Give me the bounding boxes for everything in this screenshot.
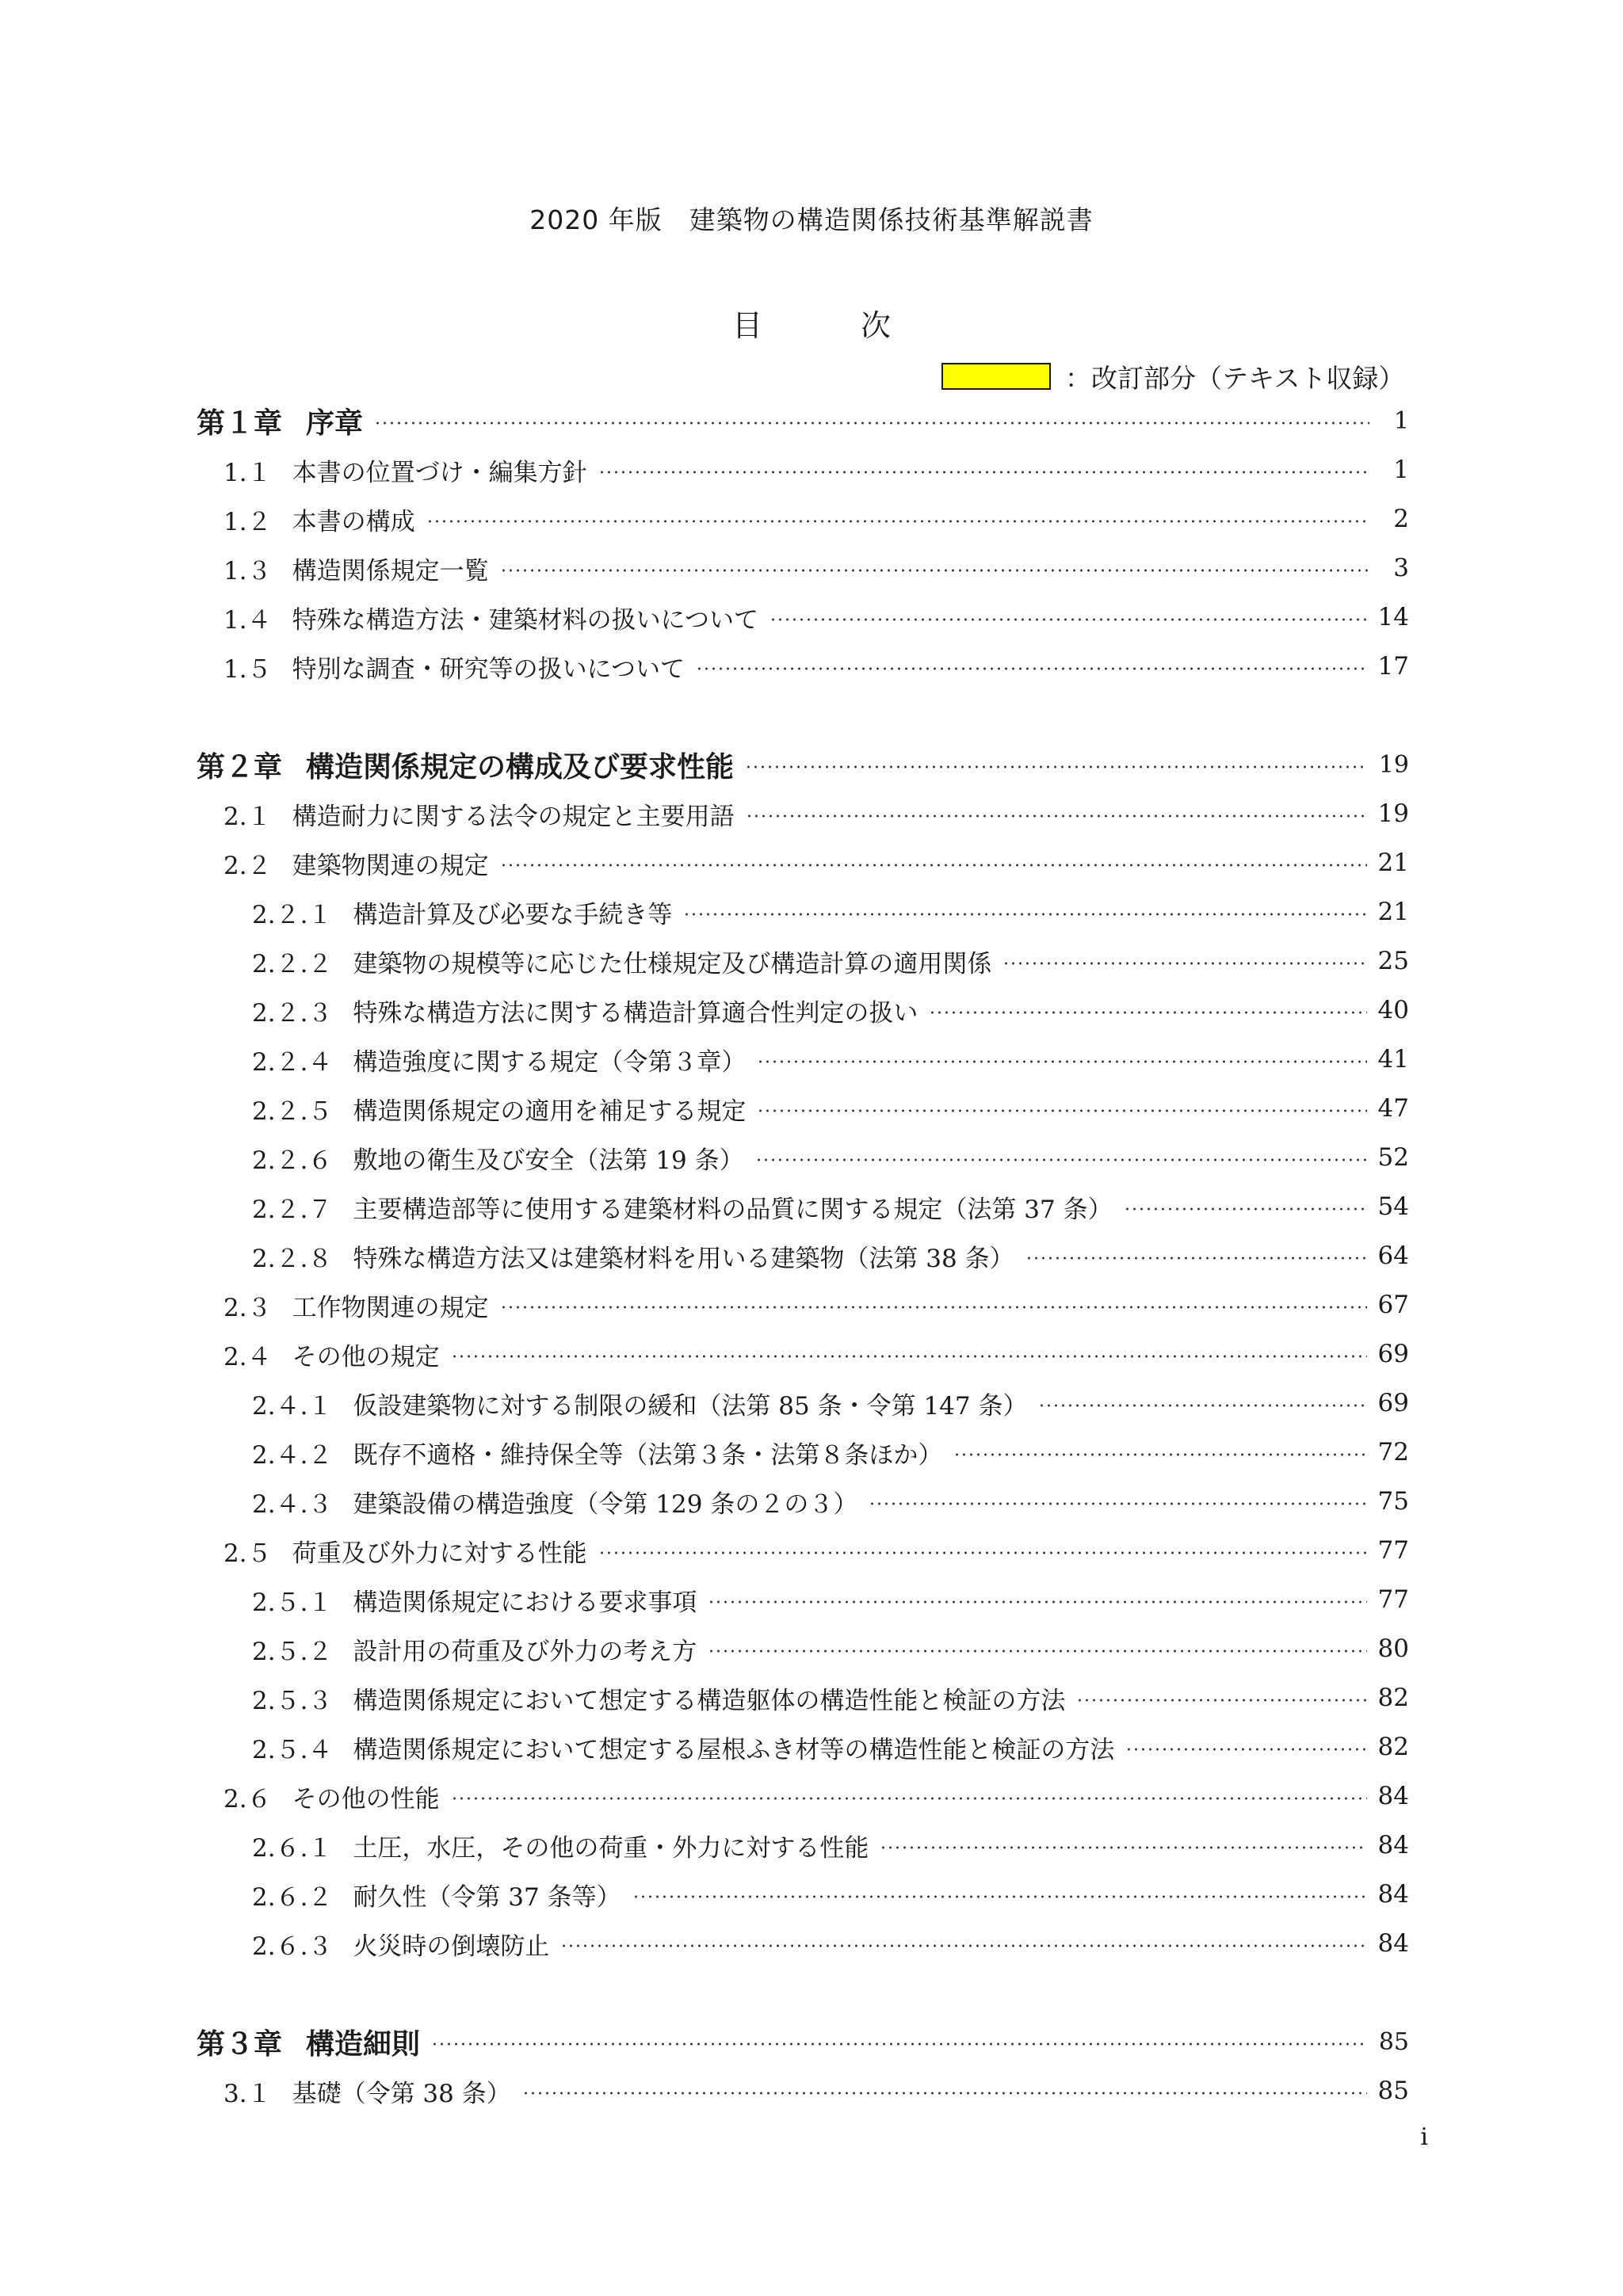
entry-page: 40 — [1377, 996, 1409, 1024]
entry-number: 2.２.２ — [252, 949, 333, 978]
legend-label: ：改訂部分（テキスト収録） — [1065, 362, 1405, 394]
entry-title: 序章 — [306, 406, 364, 440]
entry-page: 19 — [1377, 799, 1409, 828]
entry-page: 41 — [1377, 1045, 1409, 1074]
toc-subsection-row[interactable] — [197, 1673, 1409, 1722]
chapter-spacer — [197, 1968, 1409, 2017]
dot-leader — [1124, 1207, 1367, 1211]
entry-number: 2.６.１ — [252, 1833, 333, 1863]
entry-number: 2.５ — [223, 1539, 272, 1568]
dot-leader — [1076, 1699, 1366, 1702]
dot-leader — [696, 667, 1367, 670]
chapter-spacer — [197, 691, 1409, 740]
entry-title: 敷地の衛生及び安全（法第 19 条） — [353, 1146, 744, 1175]
dot-leader — [746, 814, 1367, 818]
entry-title: 工作物関連の規定 — [292, 1293, 489, 1322]
entry-page: 84 — [1377, 1929, 1409, 1958]
dot-leader — [632, 1895, 1367, 1898]
entry-number: 第３章 — [197, 2027, 283, 2061]
toc-subsection-row[interactable] — [197, 1428, 1409, 1477]
dot-leader — [757, 1109, 1366, 1112]
toc-subsection-row[interactable] — [197, 936, 1409, 986]
entry-page: 84 — [1377, 1831, 1409, 1859]
dot-leader — [426, 520, 1369, 523]
entry-page: 3 — [1393, 554, 1409, 582]
toc-section-row[interactable] — [197, 1329, 1409, 1379]
entry-page: 75 — [1377, 1487, 1409, 1516]
dot-leader — [374, 421, 1369, 425]
entry-title: 荷重及び外力に対する性能 — [292, 1539, 587, 1568]
dot-leader — [431, 2042, 1368, 2046]
dot-leader — [500, 1306, 1367, 1309]
toc-section-row[interactable] — [197, 1280, 1409, 1329]
entry-number: 2.１ — [223, 802, 272, 831]
entry-title: 主要構造部等に使用する建築材料の品質に関する規定（法第 37 条） — [353, 1195, 1113, 1224]
entry-number: 2.２.６ — [252, 1146, 333, 1175]
toc-subsection-row[interactable] — [197, 1919, 1409, 1968]
entry-title: 建築物関連の規定 — [292, 851, 489, 880]
entry-number: 2.２.８ — [252, 1244, 333, 1273]
entry-title: 構造関係規定の適用を補足する規定 — [353, 1097, 747, 1126]
toc-subsection-row[interactable] — [197, 1379, 1409, 1428]
entry-page: 80 — [1377, 1634, 1409, 1663]
entry-number: 2.２.４ — [252, 1047, 333, 1077]
entry-page: 69 — [1377, 1389, 1409, 1417]
dot-leader — [500, 864, 1367, 867]
dot-leader — [598, 471, 1369, 474]
dot-leader — [683, 913, 1366, 916]
entry-number: 2.４.３ — [252, 1489, 333, 1519]
toc-subsection-row[interactable] — [197, 1624, 1409, 1673]
dot-leader — [769, 618, 1367, 621]
toc-subsection-row[interactable] — [197, 887, 1409, 936]
dot-leader — [708, 1600, 1366, 1604]
entry-page: 72 — [1377, 1438, 1409, 1466]
entry-page: 47 — [1377, 1094, 1409, 1123]
entry-number: 2.２.５ — [252, 1097, 333, 1126]
toc-section-row[interactable] — [197, 543, 1409, 593]
toc-subsection-row[interactable] — [197, 1231, 1409, 1280]
entry-title: 基礎（令第 38 条） — [292, 2079, 511, 2108]
entry-title: 設計用の荷重及び外力の考え方 — [353, 1637, 697, 1666]
toc-subsection-row[interactable] — [197, 1870, 1409, 1919]
entry-number: 2.６.３ — [252, 1932, 333, 1961]
toc-subsection-row[interactable] — [197, 1182, 1409, 1231]
toc-subsection-row[interactable] — [197, 1477, 1409, 1526]
dot-leader — [929, 1011, 1366, 1014]
entry-number: 1.１ — [223, 458, 272, 487]
entry-title: 構造強度に関する規定（令第３章） — [353, 1047, 747, 1077]
entry-number: 2.２.１ — [252, 900, 333, 929]
entry-title: 土圧，水圧，その他の荷重・外力に対する性能 — [353, 1833, 869, 1863]
entry-page: 67 — [1377, 1291, 1409, 1319]
entry-page: 19 — [1378, 750, 1409, 779]
entry-number: 2.５.１ — [252, 1588, 333, 1617]
entry-page: 82 — [1377, 1684, 1409, 1712]
entry-page: 1 — [1393, 456, 1409, 484]
page-number: i — [1420, 2123, 1428, 2151]
entry-title: 構造関係規定の構成及び要求性能 — [306, 750, 735, 784]
dot-leader — [1002, 962, 1366, 965]
entry-number: 2.２.３ — [252, 998, 333, 1028]
toc-heading: 目 次 — [731, 308, 936, 343]
toc-section-row[interactable] — [197, 642, 1409, 691]
entry-title: 特殊な構造方法に関する構造計算適合性判定の扱い — [353, 998, 918, 1028]
entry-number: 2.６.２ — [252, 1882, 333, 1912]
toc-section-row[interactable] — [197, 593, 1409, 642]
entry-title: 構造関係規定において想定する構造躯体の構造性能と検証の方法 — [353, 1686, 1066, 1715]
entry-number: 2.４.２ — [252, 1440, 333, 1470]
entry-title: 耐久性（令第 37 条等） — [353, 1882, 621, 1912]
entry-title: 構造計算及び必要な手続き等 — [353, 900, 673, 929]
entry-title: 本書の位置づけ・編集方針 — [292, 458, 587, 487]
entry-number: 2.５.３ — [252, 1686, 333, 1715]
entry-page: 54 — [1377, 1192, 1409, 1221]
toc-chapter-row[interactable] — [197, 740, 1409, 789]
entry-title: 特殊な構造方法又は建築材料を用いる建築物（法第 38 条） — [353, 1244, 1014, 1273]
entry-number: 2.５.２ — [252, 1637, 333, 1666]
table-of-contents — [197, 396, 1409, 2115]
entry-title: 建築設備の構造強度（令第 129 条の２の３） — [353, 1489, 858, 1519]
toc-section-row[interactable] — [197, 838, 1409, 887]
entry-title: 建築物の規模等に応じた仕様規定及び構造計算の適用関係 — [353, 949, 992, 978]
entry-page: 52 — [1377, 1143, 1409, 1172]
entry-title: 既存不適格・維持保全等（法第３条・法第８条ほか） — [353, 1440, 943, 1470]
entry-page: 21 — [1377, 849, 1409, 877]
toc-subsection-row[interactable] — [197, 986, 1409, 1035]
entry-page: 85 — [1377, 2077, 1409, 2105]
entry-title: 特別な調査・研究等の扱いについて — [292, 654, 685, 684]
document-title: 2020 年版 建築物の構造関係技術基準解説書 — [529, 204, 1094, 235]
entry-page: 82 — [1377, 1733, 1409, 1761]
entry-title: 構造関係規定における要求事項 — [353, 1588, 697, 1617]
highlight-legend — [941, 358, 1404, 395]
entry-number: 第２章 — [197, 750, 283, 784]
dot-leader — [522, 2092, 1367, 2095]
toc-section-row[interactable] — [197, 445, 1409, 494]
toc-chapter-row[interactable] — [197, 2017, 1409, 2066]
dot-leader — [869, 1502, 1366, 1505]
toc-subsection-row[interactable] — [197, 1133, 1409, 1182]
entry-page: 21 — [1377, 898, 1409, 926]
entry-page: 1 — [1393, 406, 1409, 435]
entry-title: 構造関係規定一覧 — [292, 556, 489, 585]
toc-subsection-row[interactable] — [197, 1575, 1409, 1624]
dot-leader — [708, 1650, 1366, 1653]
dot-leader — [598, 1551, 1367, 1554]
dot-leader — [451, 1797, 1367, 1800]
entry-number: 第１章 — [197, 406, 283, 440]
entry-number: 1.３ — [223, 556, 272, 585]
entry-title: 仮設建築物に対する制限の緩和（法第 85 条・令第 147 条） — [353, 1391, 1028, 1421]
toc-section-row[interactable] — [197, 494, 1409, 543]
entry-number: 2.３ — [223, 1293, 272, 1322]
toc-subsection-row[interactable] — [197, 1821, 1409, 1870]
dot-leader — [757, 1060, 1366, 1063]
entry-number: 3.１ — [223, 2079, 272, 2108]
entry-number: 1.４ — [223, 605, 272, 635]
dot-leader — [1025, 1257, 1367, 1260]
toc-section-row[interactable] — [197, 1526, 1409, 1575]
entry-title: 構造耐力に関する法令の規定と主要用語 — [292, 802, 735, 831]
entry-page: 2 — [1393, 505, 1409, 533]
entry-page: 17 — [1377, 652, 1409, 681]
entry-title: 特殊な構造方法・建築材料の扱いについて — [292, 605, 758, 635]
entry-page: 14 — [1377, 603, 1409, 631]
dot-leader — [560, 1944, 1366, 1947]
entry-title: 火災時の倒壊防止 — [353, 1932, 550, 1961]
dot-leader — [755, 1158, 1367, 1161]
entry-number: 2.４ — [223, 1342, 272, 1371]
toc-subsection-row[interactable] — [197, 1084, 1409, 1133]
entry-page: 69 — [1377, 1340, 1409, 1368]
entry-page: 25 — [1377, 947, 1409, 975]
entry-number: 2.６ — [223, 1784, 272, 1814]
dot-leader — [953, 1453, 1366, 1456]
entry-page: 85 — [1378, 2027, 1409, 2056]
entry-number: 2.２.７ — [252, 1195, 333, 1224]
entry-number: 2.４.１ — [252, 1391, 333, 1421]
entry-page: 64 — [1377, 1241, 1409, 1270]
entry-title: 構造関係規定において想定する屋根ふき材等の構造性能と検証の方法 — [353, 1735, 1115, 1764]
entry-number: 2.５.４ — [252, 1735, 333, 1764]
toc-section-row[interactable] — [197, 789, 1409, 838]
legend-swatch — [941, 363, 1051, 390]
entry-page: 77 — [1377, 1536, 1409, 1565]
toc-chapter-row[interactable] — [197, 396, 1409, 445]
entry-page: 84 — [1377, 1782, 1409, 1810]
dot-leader — [451, 1355, 1367, 1358]
entry-title: 本書の構成 — [292, 507, 415, 536]
dot-leader — [880, 1846, 1366, 1849]
entry-number: 2.２ — [223, 851, 272, 880]
entry-title: 構造細則 — [306, 2027, 421, 2061]
entry-page: 84 — [1377, 1880, 1409, 1909]
dot-leader — [745, 765, 1368, 769]
toc-section-row[interactable] — [197, 1772, 1409, 1821]
entry-title: その他の性能 — [292, 1784, 440, 1814]
dot-leader — [500, 569, 1369, 572]
toc-subsection-row[interactable] — [197, 1035, 1409, 1084]
entry-page: 77 — [1377, 1585, 1409, 1614]
entry-title: その他の規定 — [292, 1342, 440, 1371]
dot-leader — [1125, 1748, 1366, 1751]
toc-section-row[interactable] — [197, 2066, 1409, 2115]
entry-number: 1.２ — [223, 507, 272, 536]
entry-number: 1.５ — [223, 654, 272, 684]
toc-subsection-row[interactable] — [197, 1722, 1409, 1772]
dot-leader — [1038, 1404, 1366, 1407]
